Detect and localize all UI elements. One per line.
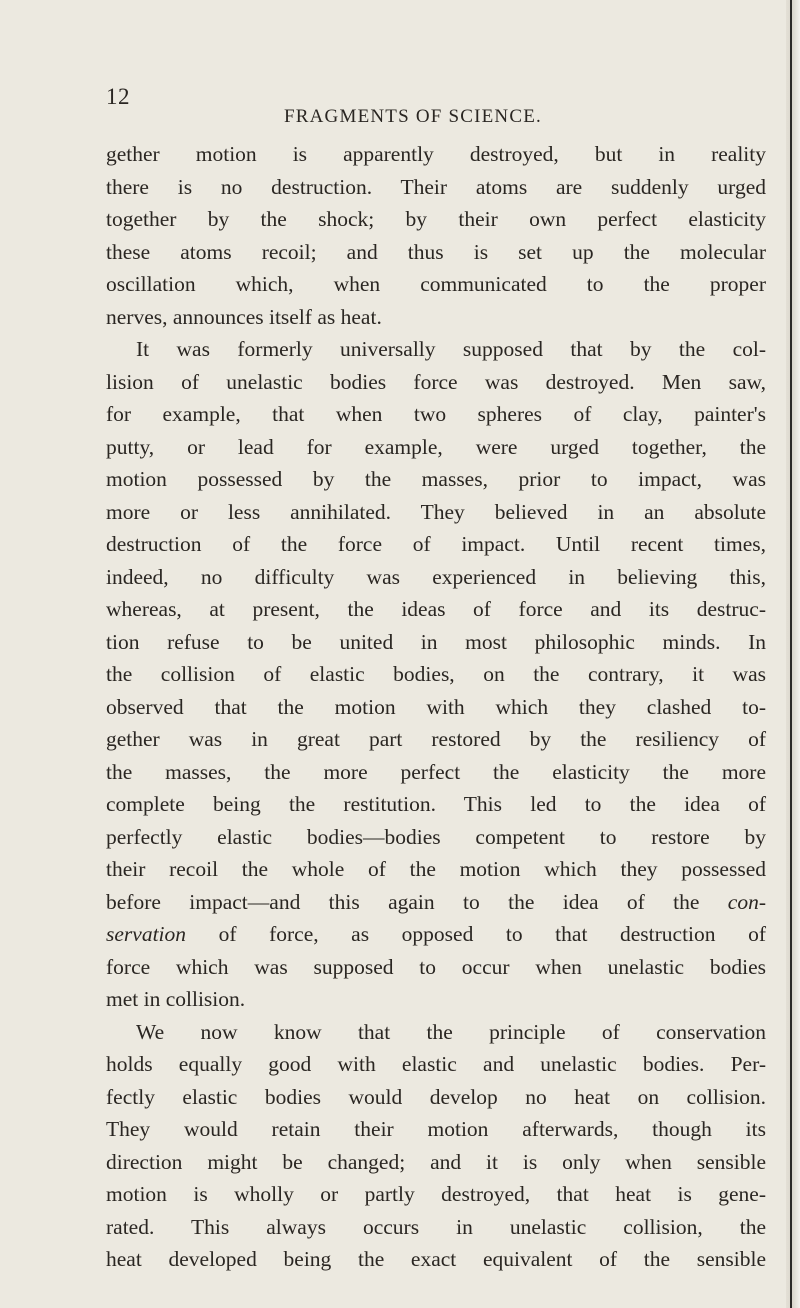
body-text — [106, 138, 766, 1276]
text-line-with-italic-end — [106, 886, 766, 919]
text-line: perfectly elastic bodies—bodies competent to restore by — [106, 824, 766, 849]
text-line: destruction of the force of impact. Until recent times, — [106, 532, 766, 556]
page-number: 12 — [106, 84, 130, 109]
text-line: together by the shock; by their own perfect elasticity — [106, 207, 766, 231]
text-line: for example, that when two spheres of clay, painter's — [106, 402, 766, 426]
text-line: whereas, at present, the ideas of force and its destruc- — [106, 597, 766, 621]
text-line: nerves, announces itself as heat. — [106, 304, 382, 329]
text-line: more or less annihilated. They believed in an absolute — [106, 499, 766, 524]
page-edge-shadow — [786, 0, 800, 1308]
text-line: motion possessed by the masses, prior to impact, was — [106, 467, 766, 491]
paragraph-start-line: We now know that the principle of conservation — [136, 1019, 766, 1044]
paragraph-start-line: It was formerly universally supposed that by the col- — [136, 337, 766, 361]
running-title: FRAGMENTS OF SCIENCE. — [284, 106, 542, 127]
italic-word: servation — [106, 922, 187, 946]
text-line: fectly elastic bodies would develop no heat on collision. — [106, 1084, 766, 1109]
text-line: indeed, no difficulty was experienced in believing this, — [106, 564, 766, 589]
text-line: the collision of elastic bodies, on the contrary, it was — [106, 662, 766, 686]
page-edge-line — [790, 0, 792, 1308]
text-line: these atoms recoil; and thus is set up the molecular — [106, 239, 766, 264]
text-line: direction might be changed; and it is only when sensible — [106, 1149, 766, 1174]
text-line: their recoil the whole of the motion which they possessed — [106, 857, 766, 881]
text-segment: of force, as opposed to that destruction of — [218, 922, 767, 946]
text-line: motion is wholly or partly destroyed, that heat is gene- — [106, 1182, 766, 1206]
text-line-with-italic-start — [106, 918, 766, 951]
text-line: force which was supposed to occur when unelastic bodies — [106, 954, 766, 979]
text-line: heat developed being the exact equivalent of the sensible — [106, 1247, 766, 1271]
running-head — [106, 84, 746, 127]
text-line: putty, or lead for example, were urged together, the — [106, 434, 766, 459]
text-line: oscillation which, when communicated to the proper — [106, 272, 766, 296]
text-line: gether motion is apparently destroyed, but in reality — [106, 142, 766, 166]
text-line: tion refuse to be united in most philosophic minds. In — [106, 629, 766, 654]
text-segment: before impact—and this again to the idea of the — [106, 889, 700, 914]
text-line: there is no destruction. Their atoms are suddenly urged — [106, 174, 766, 199]
text-line: lision of unelastic bodies force was destroyed. Men saw, — [106, 369, 766, 394]
text-line: met in collision. — [106, 987, 246, 1011]
text-line: holds equally good with elastic and unelastic bodies. Per- — [106, 1052, 766, 1076]
text-line: gether was in great part restored by the resiliency of — [106, 727, 766, 751]
italic-word: con- — [727, 889, 766, 914]
text-line: rated. This always occurs in unelastic collision, the — [106, 1214, 766, 1239]
text-line: the masses, the more perfect the elasticity the more — [106, 759, 766, 784]
text-line: observed that the motion with which they clashed to- — [106, 694, 766, 719]
text-line: They would retain their motion afterwards, though its — [106, 1117, 766, 1141]
text-line: complete being the restitution. This led to the idea of — [106, 792, 766, 816]
